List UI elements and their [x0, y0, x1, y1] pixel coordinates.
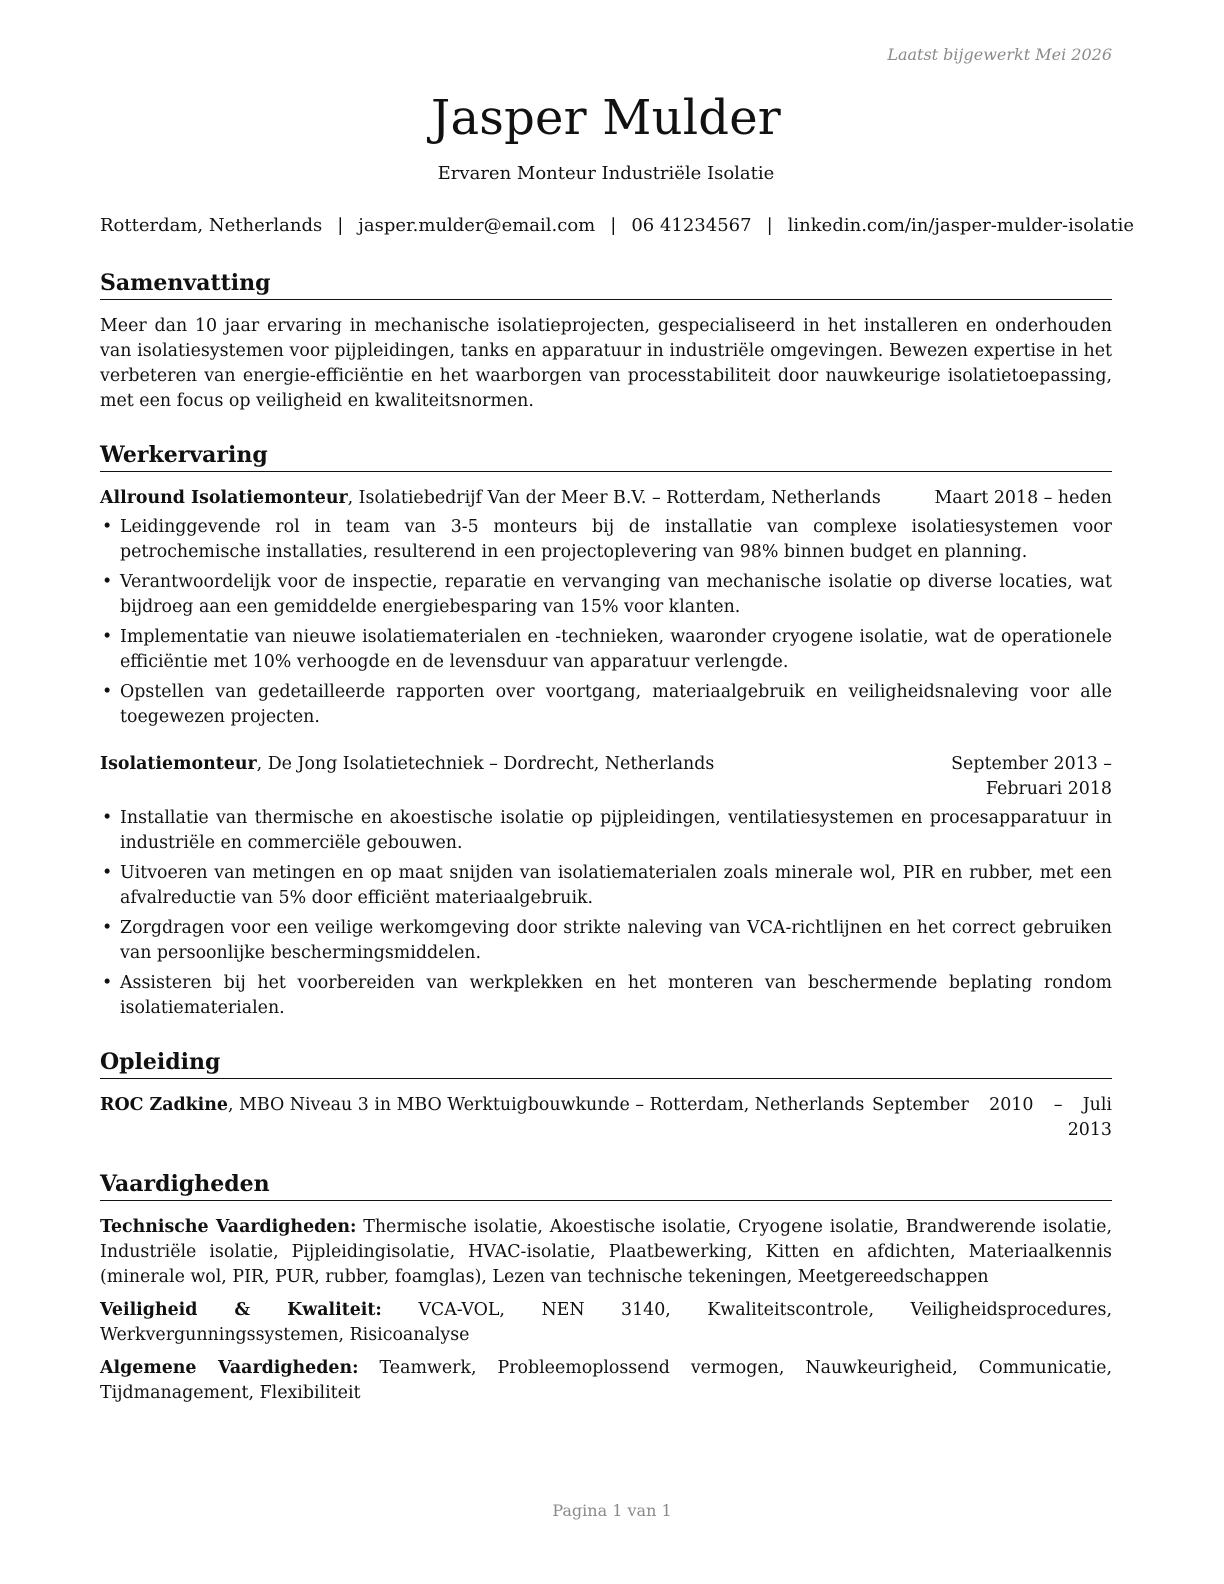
contact-separator: | [337, 215, 344, 236]
job-title-line [100, 752, 872, 777]
bullet-text: Leidinggevende rol in team van 3-5 monteurs bij de installatie van complexe isolatiesystemen voor petrochemische installaties, resulterend in een projectoplevering van 98% binnen budget en planning. [120, 517, 1112, 562]
skill-group-general [100, 1356, 1112, 1406]
job-dates: September 2013 – Februari 2018 [951, 754, 1112, 799]
job-entry [100, 486, 1112, 730]
section-title-experience: Werkervaring [100, 440, 1112, 472]
skill-label: Technische Vaardigheden: [100, 1217, 357, 1237]
contact-separator: | [610, 215, 617, 236]
contact-location: Rotterdam, Netherlands [100, 215, 323, 236]
job-role: Allround Isolatiemonteur [100, 488, 348, 508]
contact-phone[interactable]: 06 41234567 [631, 215, 752, 236]
job-dates: Maart 2018 – heden [934, 488, 1112, 508]
last-updated: Laatst bijgewerkt Mei 2026 [887, 45, 1112, 64]
job-role: Isolatiemonteur [100, 754, 257, 774]
skill-text: Teamwerk, Probleemoplossend vermogen, Nauwkeurigheid, Communicatie, Tijdmanagement, Flexibiliteit [100, 1358, 1112, 1403]
contact-linkedin[interactable]: linkedin.com/in/jasper-mulder-isolatie [787, 215, 1135, 236]
job-bullets [100, 806, 1112, 1021]
bullet-text: Opstellen van gedetailleerde rapporten over voortgang, materiaalgebruik en veiligheidsnaleving voor alle toegewezen projecten. [120, 682, 1112, 727]
list-item [100, 515, 1112, 565]
bullet-icon: • [102, 863, 113, 883]
person-name: Jasper Mulder [431, 90, 781, 146]
job-title-line [100, 486, 935, 511]
bullet-icon: • [102, 808, 113, 828]
bullet-icon: • [102, 572, 113, 592]
list-item [100, 806, 1112, 856]
bullet-text: Implementatie van nieuwe isolatiematerialen en -technieken, waaronder cryogene isolatie, wat de operationele efficiëntie met 10% verhoogde en de levensduur van apparatuur verlengde. [120, 627, 1112, 672]
contact-line [100, 214, 1135, 238]
bullet-text: Zorgdragen voor een veilige werkomgeving door strikte naleving van VCA-richtlijnen en het correct gebruiken van persoonlijke beschermingsmiddelen. [120, 918, 1112, 963]
bullet-text: Verantwoordelijk voor de inspectie, reparatie en vervanging van mechanische isolatie op diverse locaties, wat bijdroeg aan een gemiddelde energiebesparing van 15% voor klanten. [120, 572, 1112, 617]
bullet-text: Installatie van thermische en akoestische isolatie op pijpleidingen, ventilatiesystemen en procesapparatuur in industriële en commerciële gebouwen. [120, 808, 1112, 853]
job-company: , De Jong Isolatietechniek – Dordrecht, Netherlands [256, 754, 715, 774]
list-item [100, 971, 1112, 1021]
skill-group-technical [100, 1215, 1112, 1290]
contact-separator: | [766, 215, 773, 236]
list-item [100, 625, 1112, 675]
bullet-text: Assisteren bij het voorbereiden van werkplekken en het monteren van beschermende beplating rondom isolatiematerialen. [120, 973, 1112, 1018]
job-header [100, 486, 1112, 511]
section-title-summary: Samenvatting [100, 268, 1112, 300]
bullet-icon: • [102, 918, 113, 938]
education-header [100, 1093, 1112, 1143]
page-footer: Pagina 1 van 1 [552, 1501, 672, 1520]
education-dates: September 2010 – Juli 2013 [872, 1095, 1112, 1140]
list-item [100, 680, 1112, 730]
education-entry [100, 1093, 1112, 1143]
skill-group-safety [100, 1298, 1112, 1348]
list-item [100, 861, 1112, 911]
education-program: , MBO Niveau 3 in MBO Werktuigbouwkunde – Rotterdam, Netherlands [227, 1095, 865, 1115]
job-header [100, 752, 1112, 802]
bullet-icon: • [102, 973, 113, 993]
job-entry [100, 752, 1112, 1021]
resume-page [100, 40, 1135, 1406]
bullet-icon: • [102, 682, 113, 702]
contact-email[interactable]: jasper.mulder@email.com [358, 215, 596, 236]
education-line [100, 1093, 872, 1118]
job-company: , Isolatiebedrijf Van der Meer B.V. – Rotterdam, Netherlands [347, 488, 881, 508]
bullet-icon: • [102, 627, 113, 647]
skill-text: Thermische isolatie, Akoestische isolatie, Cryogene isolatie, Brandwerende isolatie, Industriële isolatie, Pijpleidingisolatie, HVAC-isolatie, Plaatbewerking, Kitten en afdichten, Materiaalkennis (minerale wol, PIR, PUR, rubber, foamglas), Lezen van technische tekeningen, Meetgereedschappen [100, 1217, 1113, 1287]
list-item [100, 570, 1112, 620]
section-title-education: Opleiding [100, 1047, 1112, 1079]
skill-text: VCA-VOL, NEN 3140, Kwaliteitscontrole, Veiligheidsprocedures, Werkvergunningssystemen, Risicoanalyse [100, 1300, 1112, 1345]
skill-label: Veiligheid & Kwaliteit: [100, 1300, 382, 1320]
bullet-text: Uitvoeren van metingen en op maat snijden van isolatiematerialen zoals minerale wol, PIR en rubber, met een afvalreductie van 5% door efficiënt materiaalgebruik. [120, 863, 1112, 908]
headline: Ervaren Monteur Industriële Isolatie [437, 163, 775, 184]
bullet-icon: • [102, 517, 113, 537]
job-bullets [100, 515, 1112, 730]
section-title-skills: Vaardigheden [100, 1169, 1112, 1201]
list-item [100, 916, 1112, 966]
education-school: ROC Zadkine [100, 1095, 228, 1115]
summary-text: Meer dan 10 jaar ervaring in mechanische isolatieprojecten, gespecialiseerd in het installeren en onderhouden van isolatiesystemen voor pijpleidingen, tanks en apparatuur in industriële omgevingen. Bewezen expertise in het verbeteren van energie-efficiëntie en het waarborgen van processtabiliteit door nauwkeurige isolatietoepassing, met een focus op veiligheid en kwaliteitsnormen. [100, 316, 1112, 411]
skill-label: Algemene Vaardigheden: [100, 1358, 359, 1378]
